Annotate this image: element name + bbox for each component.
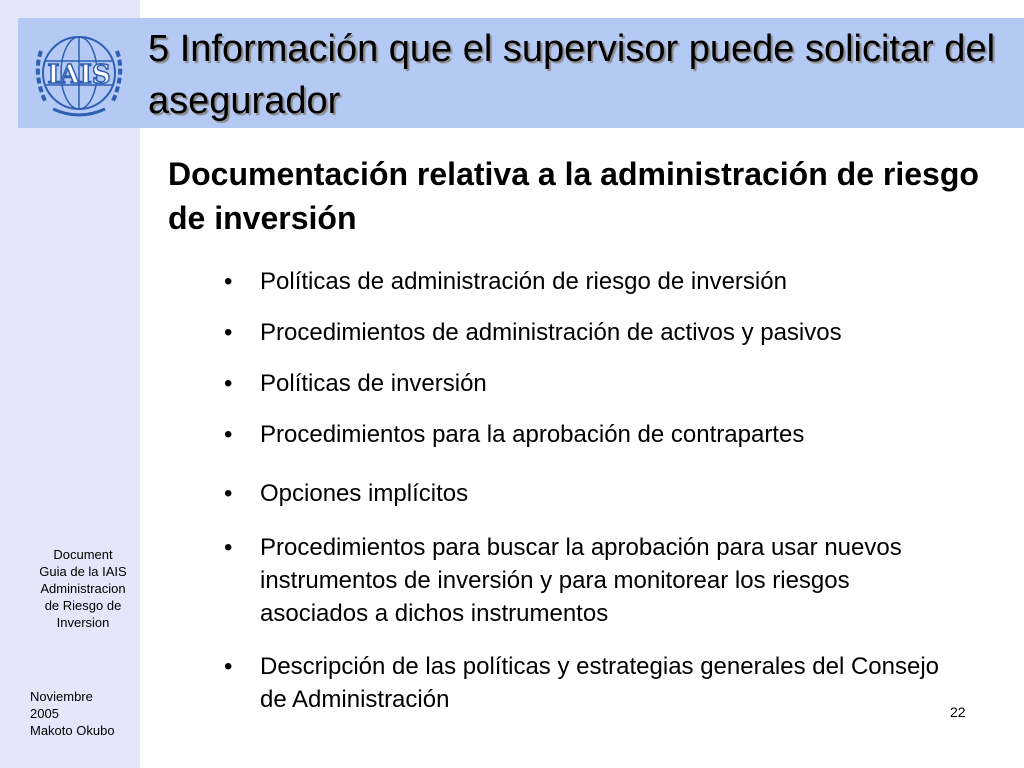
bullet-text: Procedimientos de administración de activos y pasivos bbox=[260, 319, 842, 346]
logo-box bbox=[18, 18, 140, 128]
bullet-text: Procedimientos para buscar la aprobación para usar nuevos instrumentos de inversión y para monitorear los riesgos asociados a dichos instrumentos bbox=[260, 534, 902, 627]
sidebar-date-author bbox=[30, 688, 140, 739]
sidebar-author-line: Makoto Okubo bbox=[30, 723, 115, 738]
sidebar-document-label bbox=[18, 546, 148, 631]
bullet-item bbox=[224, 265, 984, 298]
logo-text: IAIS bbox=[47, 60, 111, 90]
bullet-item bbox=[224, 531, 924, 630]
bullet-item bbox=[224, 316, 984, 349]
bullet-item bbox=[224, 418, 984, 451]
bullet-item bbox=[224, 650, 964, 716]
bullet-text: Procedimientos para la aprobación de contrapartes bbox=[260, 421, 805, 448]
page-number: 22 bbox=[950, 704, 966, 720]
bullet-text: Descripción de las políticas y estrategias generales del Consejo de Administración bbox=[260, 653, 940, 713]
bullet-text: Opciones implícitos bbox=[260, 480, 469, 507]
bullet-marker: • bbox=[224, 319, 233, 346]
sidebar-doc-line: Inversion bbox=[56, 615, 110, 630]
bullet-item bbox=[224, 367, 984, 400]
sidebar-doc-line: Document bbox=[53, 547, 113, 562]
bullet-marker: • bbox=[224, 268, 233, 295]
slide-subtitle: Documentación relativa a la administración de riesgo de inversión bbox=[168, 156, 979, 236]
iais-logo bbox=[23, 21, 135, 125]
sidebar-doc-line: Guia de la IAIS bbox=[39, 564, 127, 579]
sidebar-doc-line: Administracion bbox=[40, 581, 126, 596]
bullet-text: Políticas de inversión bbox=[260, 370, 487, 397]
slide-title: 5 Información que el supervisor puede solicitar del asegurador bbox=[148, 28, 996, 122]
sidebar-date-line: Noviembre bbox=[30, 689, 93, 704]
bullet-text: Políticas de administración de riesgo de inversión bbox=[260, 268, 787, 295]
bullet-marker: • bbox=[224, 421, 233, 448]
bullet-marker: • bbox=[224, 653, 233, 680]
bullet-marker: • bbox=[224, 480, 233, 507]
sidebar-doc-line: de Riesgo de bbox=[44, 598, 122, 613]
bullet-item bbox=[224, 477, 984, 510]
bullet-marker: • bbox=[224, 534, 233, 561]
bullet-marker: • bbox=[224, 370, 233, 397]
sidebar-date-line: 2005 bbox=[30, 706, 59, 721]
